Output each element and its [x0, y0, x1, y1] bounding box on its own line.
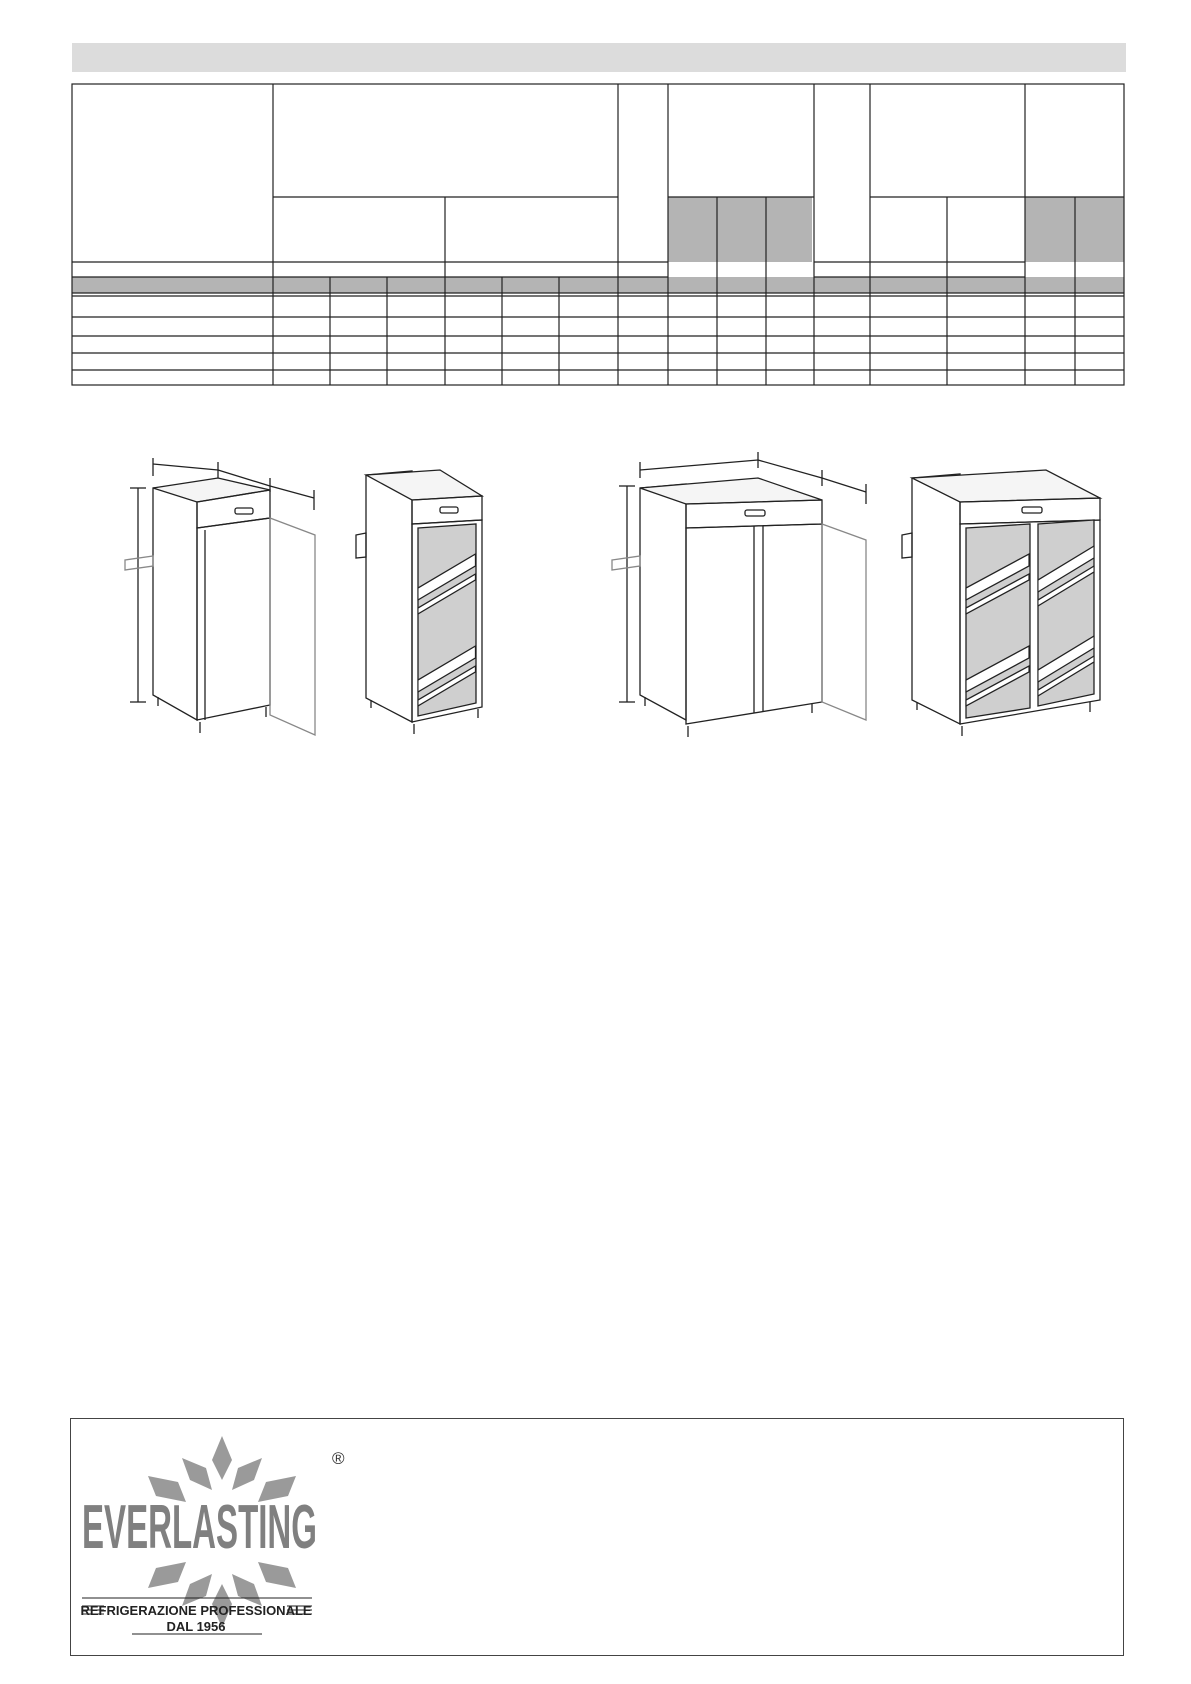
single-solid-door-cabinet — [125, 458, 315, 735]
logo-brand: EVERLASTING — [82, 1493, 317, 1562]
shaded-header-cells — [72, 197, 1124, 293]
double-glass-door-cabinet — [902, 470, 1100, 736]
spec-table — [0, 0, 1191, 400]
table-lines — [72, 84, 1124, 385]
logo-since: DAL 1956 — [166, 1619, 226, 1634]
logo-tagline: REFRIGERAZIONE PROFESSIONALE — [80, 1603, 312, 1618]
cabinet-drawings — [0, 430, 1191, 750]
single-glass-door-cabinet — [356, 470, 482, 734]
everlasting-logo — [82, 1428, 362, 1648]
double-solid-door-cabinet — [612, 452, 866, 737]
registered-mark: ® — [332, 1449, 345, 1468]
